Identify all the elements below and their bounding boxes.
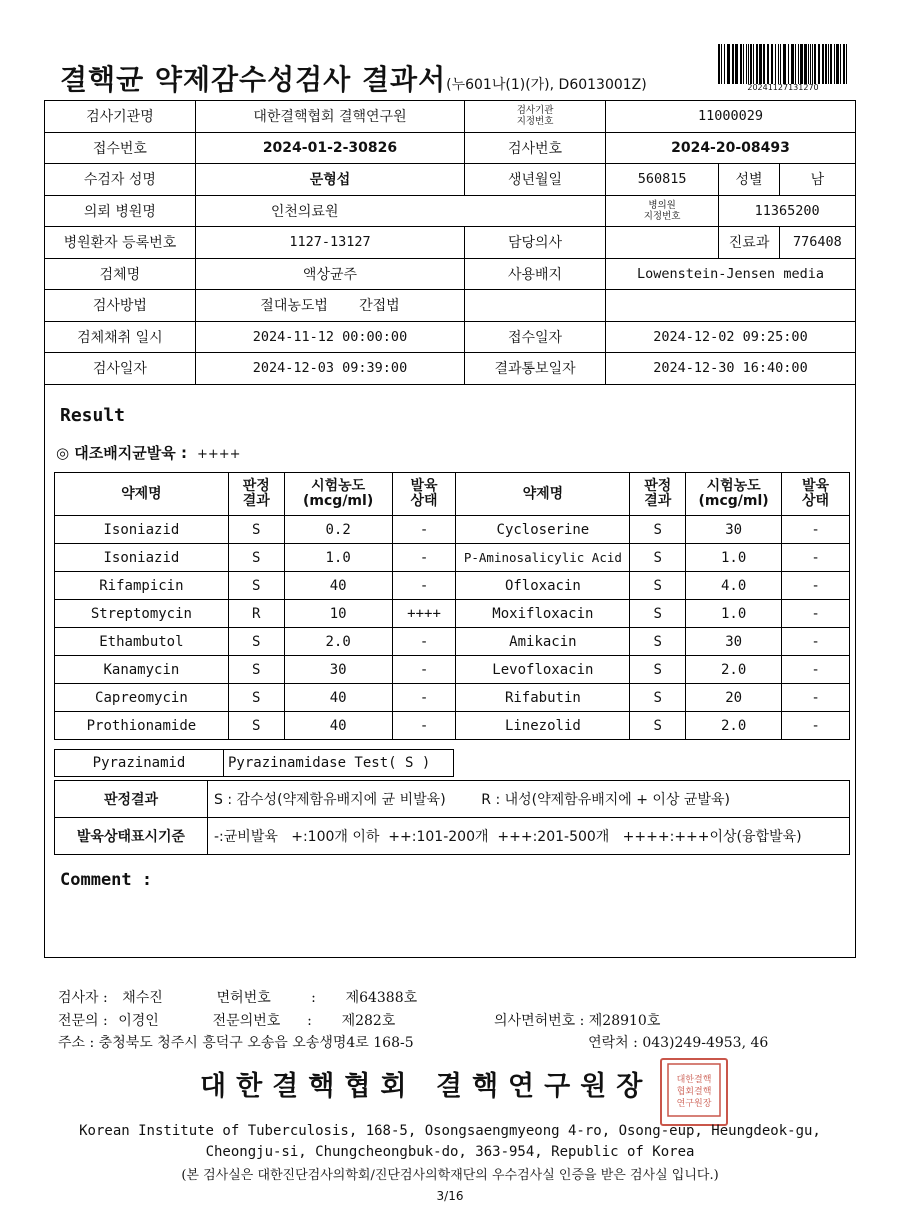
concentration: 2.0 — [284, 628, 392, 656]
judge: S — [630, 516, 686, 544]
concentration: 0.2 — [284, 516, 392, 544]
blank-cell — [605, 290, 855, 322]
institute-address-en-2: Cheongju-si, Chungcheongbuk-do, 363-954, Republic of Korea — [205, 1144, 695, 1160]
judge: S — [228, 544, 284, 572]
tester-value: 채수진 — [122, 990, 163, 1006]
col-judge: 판정 결과 — [630, 473, 686, 516]
license-value: 제64388호 — [345, 990, 418, 1006]
concentration: 40 — [284, 712, 392, 740]
address-line — [58, 1032, 768, 1052]
pza-value: Pyrazinamidase Test( S ) — [224, 750, 454, 777]
doc-license-label: 의사면허번호 : — [494, 1013, 585, 1029]
medium-value: Lowenstein-Jensen media — [605, 258, 855, 290]
form-code: (누601나(1)(가), D6013001Z) — [446, 77, 647, 93]
control-value: ++++ — [196, 447, 241, 462]
tester-label: 검사자 : — [58, 990, 108, 1006]
test-no-label: 검사번호 — [465, 132, 606, 164]
agency-value: 대한결핵협회 결핵연구원 — [195, 101, 464, 133]
judge: S — [228, 628, 284, 656]
barcode-number: 20241127131270 — [747, 83, 819, 92]
judge: S — [228, 516, 284, 544]
drug-name: Kanamycin — [55, 656, 229, 684]
concentration: 1.0 — [686, 544, 782, 572]
drug-name: Linezolid — [456, 712, 630, 740]
concentration: 40 — [284, 572, 392, 600]
address-label: 주소 : — [58, 1035, 95, 1051]
hospital-label: 의뢰 병원명 — [45, 195, 196, 227]
table-row — [55, 544, 850, 572]
svg-text:연구원장: 연구원장 — [676, 1099, 712, 1109]
col-drug: 약제명 — [456, 473, 630, 516]
control-growth — [56, 442, 241, 463]
table-row — [55, 684, 850, 712]
reg-value: 1127-13127 — [195, 227, 464, 259]
pza-label: Pyrazinamid — [55, 750, 224, 777]
col-growth: 발육 상태 — [392, 473, 456, 516]
recv-value: 2024-12-02 09:25:00 — [605, 321, 855, 353]
tester-line: 검사자 : 채수진 면허번호 : 제64388호 — [58, 987, 417, 1007]
col-drug: 약제명 — [55, 473, 229, 516]
legend-table — [54, 780, 850, 855]
title-text: 결핵균 약제감수성검사 결과서 — [60, 63, 447, 96]
specialist-value: 이경인 — [118, 1013, 159, 1029]
drug-name: Prothionamide — [55, 712, 229, 740]
receipt-label: 접수번호 — [45, 132, 196, 164]
drug-name: Isoniazid — [55, 516, 229, 544]
dob-value: 560815 — [605, 164, 718, 196]
judge: S — [228, 684, 284, 712]
drug-name: Isoniazid — [55, 544, 229, 572]
contact-value: 043)249-4953, 46 — [642, 1035, 769, 1051]
hospital-no-label: 병의원 지정번호 — [605, 195, 718, 227]
document-title — [60, 58, 647, 98]
growth: - — [782, 572, 850, 600]
doctor-label: 담당의사 — [465, 227, 606, 259]
method-absolute: 절대농도법 — [260, 298, 328, 315]
doctor-value — [605, 227, 718, 259]
recv-label: 접수일자 — [465, 321, 606, 353]
svg-text:대한결핵: 대한결핵 — [676, 1075, 712, 1085]
growth-key: 발육상태표시기준 — [55, 818, 208, 855]
result-heading: Result — [60, 405, 126, 426]
judge: S — [630, 656, 686, 684]
judge: S — [228, 572, 284, 600]
barcode — [718, 44, 848, 84]
concentration: 2.0 — [686, 712, 782, 740]
growth: ++++ — [392, 600, 456, 628]
judge: S — [630, 712, 686, 740]
growth: - — [392, 684, 456, 712]
dept-value: 776408 — [779, 227, 855, 259]
drug-name: Cycloserine — [456, 516, 630, 544]
concentration: 1.0 — [284, 544, 392, 572]
table-row — [55, 516, 850, 544]
license-label: 면허번호 — [216, 990, 271, 1006]
drug-name: Moxifloxacin — [456, 600, 630, 628]
contact-label: 연락처 : — [588, 1035, 638, 1051]
test-date-label: 검사일자 — [45, 353, 196, 385]
judge: S — [228, 712, 284, 740]
institute-seal — [660, 1058, 728, 1126]
comment-label: Comment : — [60, 870, 153, 890]
spec-no-value: 제282호 — [341, 1013, 396, 1029]
certification-note: (본 검사실은 대한진단검사의학회/진단검사의학재단의 우수검사실 인증을 받은 검사실 입니다.) — [181, 1168, 719, 1183]
page-number: 3/16 — [436, 1189, 464, 1203]
judge-desc: S : 감수성(약제함유배지에 균 비발육) R : 내성(약제함유배지에 + 이상 균발육) — [208, 781, 850, 818]
table-row — [55, 572, 850, 600]
drug-name: Amikacin — [456, 628, 630, 656]
specimen-label: 검체명 — [45, 258, 196, 290]
growth: - — [782, 544, 850, 572]
agency-no-value: 11000029 — [605, 101, 855, 133]
judge: S — [630, 684, 686, 712]
spec-no-label: 전문의번호 — [212, 1013, 281, 1029]
patient-value: 문형섭 — [195, 164, 464, 196]
doc-license-value: 제28910호 — [588, 1013, 661, 1029]
judge: S — [228, 656, 284, 684]
concentration: 10 — [284, 600, 392, 628]
table-row — [55, 628, 850, 656]
growth: - — [392, 628, 456, 656]
agency-label: 검사기관명 — [45, 101, 196, 133]
specialist-label: 전문의 : — [58, 1013, 108, 1029]
drug-name: P-Aminosalicylic Acid — [456, 544, 630, 572]
table-row — [55, 712, 850, 740]
method-indirect: 간접법 — [359, 298, 400, 315]
info-table — [44, 100, 856, 385]
drug-name: Levofloxacin — [456, 656, 630, 684]
growth: - — [782, 516, 850, 544]
control-label: ◎ 대조배지균발육 : — [56, 444, 187, 462]
svg-text:협회결핵: 협회결핵 — [676, 1087, 712, 1097]
col-growth: 발육 상태 — [782, 473, 850, 516]
drug-table — [54, 472, 850, 740]
collect-value: 2024-11-12 00:00:00 — [195, 321, 464, 353]
concentration: 30 — [686, 516, 782, 544]
pza-table — [54, 749, 454, 777]
col-conc: 시험농도 (mcg/ml) — [284, 473, 392, 516]
judge: S — [630, 628, 686, 656]
growth: - — [782, 712, 850, 740]
hospital-value: 인천의료원 — [195, 195, 605, 227]
test-date-value: 2024-12-03 09:39:00 — [195, 353, 464, 385]
judge: S — [630, 544, 686, 572]
notify-value: 2024-12-30 16:40:00 — [605, 353, 855, 385]
growth: - — [782, 684, 850, 712]
concentration: 1.0 — [686, 600, 782, 628]
seal-icon — [664, 1060, 724, 1120]
concentration: 4.0 — [686, 572, 782, 600]
table-row — [55, 600, 850, 628]
growth-desc: -:균비발육 +:100개 이하 ++:101-200개 +++:201-500개 ++++:+++이상(융합발육) — [208, 818, 850, 855]
method-label: 검사방법 — [45, 290, 196, 322]
notify-label: 결과통보일자 — [465, 353, 606, 385]
growth: - — [392, 712, 456, 740]
collect-label: 검체채취 일시 — [45, 321, 196, 353]
receipt-value: 2024-01-2-30826 — [195, 132, 464, 164]
growth: - — [782, 600, 850, 628]
specimen-value: 액상균주 — [195, 258, 464, 290]
growth: - — [392, 572, 456, 600]
address-value: 충청북도 청주시 흥덕구 오송읍 오송생명4로 168-5 — [98, 1035, 414, 1051]
table-row — [55, 656, 850, 684]
concentration: 20 — [686, 684, 782, 712]
growth: - — [392, 516, 456, 544]
concentration: 30 — [686, 628, 782, 656]
agency-no-label: 검사기관 지정번호 — [465, 101, 606, 133]
specialist-line: 전문의 : 이경인 전문의번호 : 제282호 의사면허번호 : 제28910호 — [58, 1010, 660, 1030]
judge-key: 판정결과 — [55, 781, 208, 818]
judge: S — [630, 600, 686, 628]
growth: - — [392, 544, 456, 572]
concentration: 30 — [284, 656, 392, 684]
drug-name: Rifabutin — [456, 684, 630, 712]
judge: S — [630, 572, 686, 600]
reg-label: 병원환자 등록번호 — [45, 227, 196, 259]
institute-address-en-1: Korean Institute of Tuberculosis, 168-5, Osongsaengmyeong 4-ro, Osong-eup, Heungdeok-gu, — [79, 1123, 821, 1139]
growth: - — [782, 628, 850, 656]
medium-label: 사용배지 — [465, 258, 606, 290]
drug-name: Rifampicin — [55, 572, 229, 600]
col-judge: 판정 결과 — [228, 473, 284, 516]
growth: - — [782, 656, 850, 684]
judge: R — [228, 600, 284, 628]
sex-label: 성별 — [719, 164, 780, 196]
dept-label: 진료과 — [719, 227, 780, 259]
patient-label: 수검자 성명 — [45, 164, 196, 196]
test-no-value: 2024-20-08493 — [605, 132, 855, 164]
method-value — [195, 290, 464, 322]
blank-cell — [465, 290, 606, 322]
concentration: 2.0 — [686, 656, 782, 684]
drug-name: Ethambutol — [55, 628, 229, 656]
dob-label: 생년월일 — [465, 164, 606, 196]
drug-name: Streptomycin — [55, 600, 229, 628]
sex-value: 남 — [779, 164, 855, 196]
hospital-no-value: 11365200 — [719, 195, 856, 227]
concentration: 40 — [284, 684, 392, 712]
drug-name: Ofloxacin — [456, 572, 630, 600]
col-conc: 시험농도 (mcg/ml) — [686, 473, 782, 516]
growth: - — [392, 656, 456, 684]
drug-name: Capreomycin — [55, 684, 229, 712]
institute-name-kr: 대한결핵협회 결핵연구원장 — [200, 1071, 653, 1102]
